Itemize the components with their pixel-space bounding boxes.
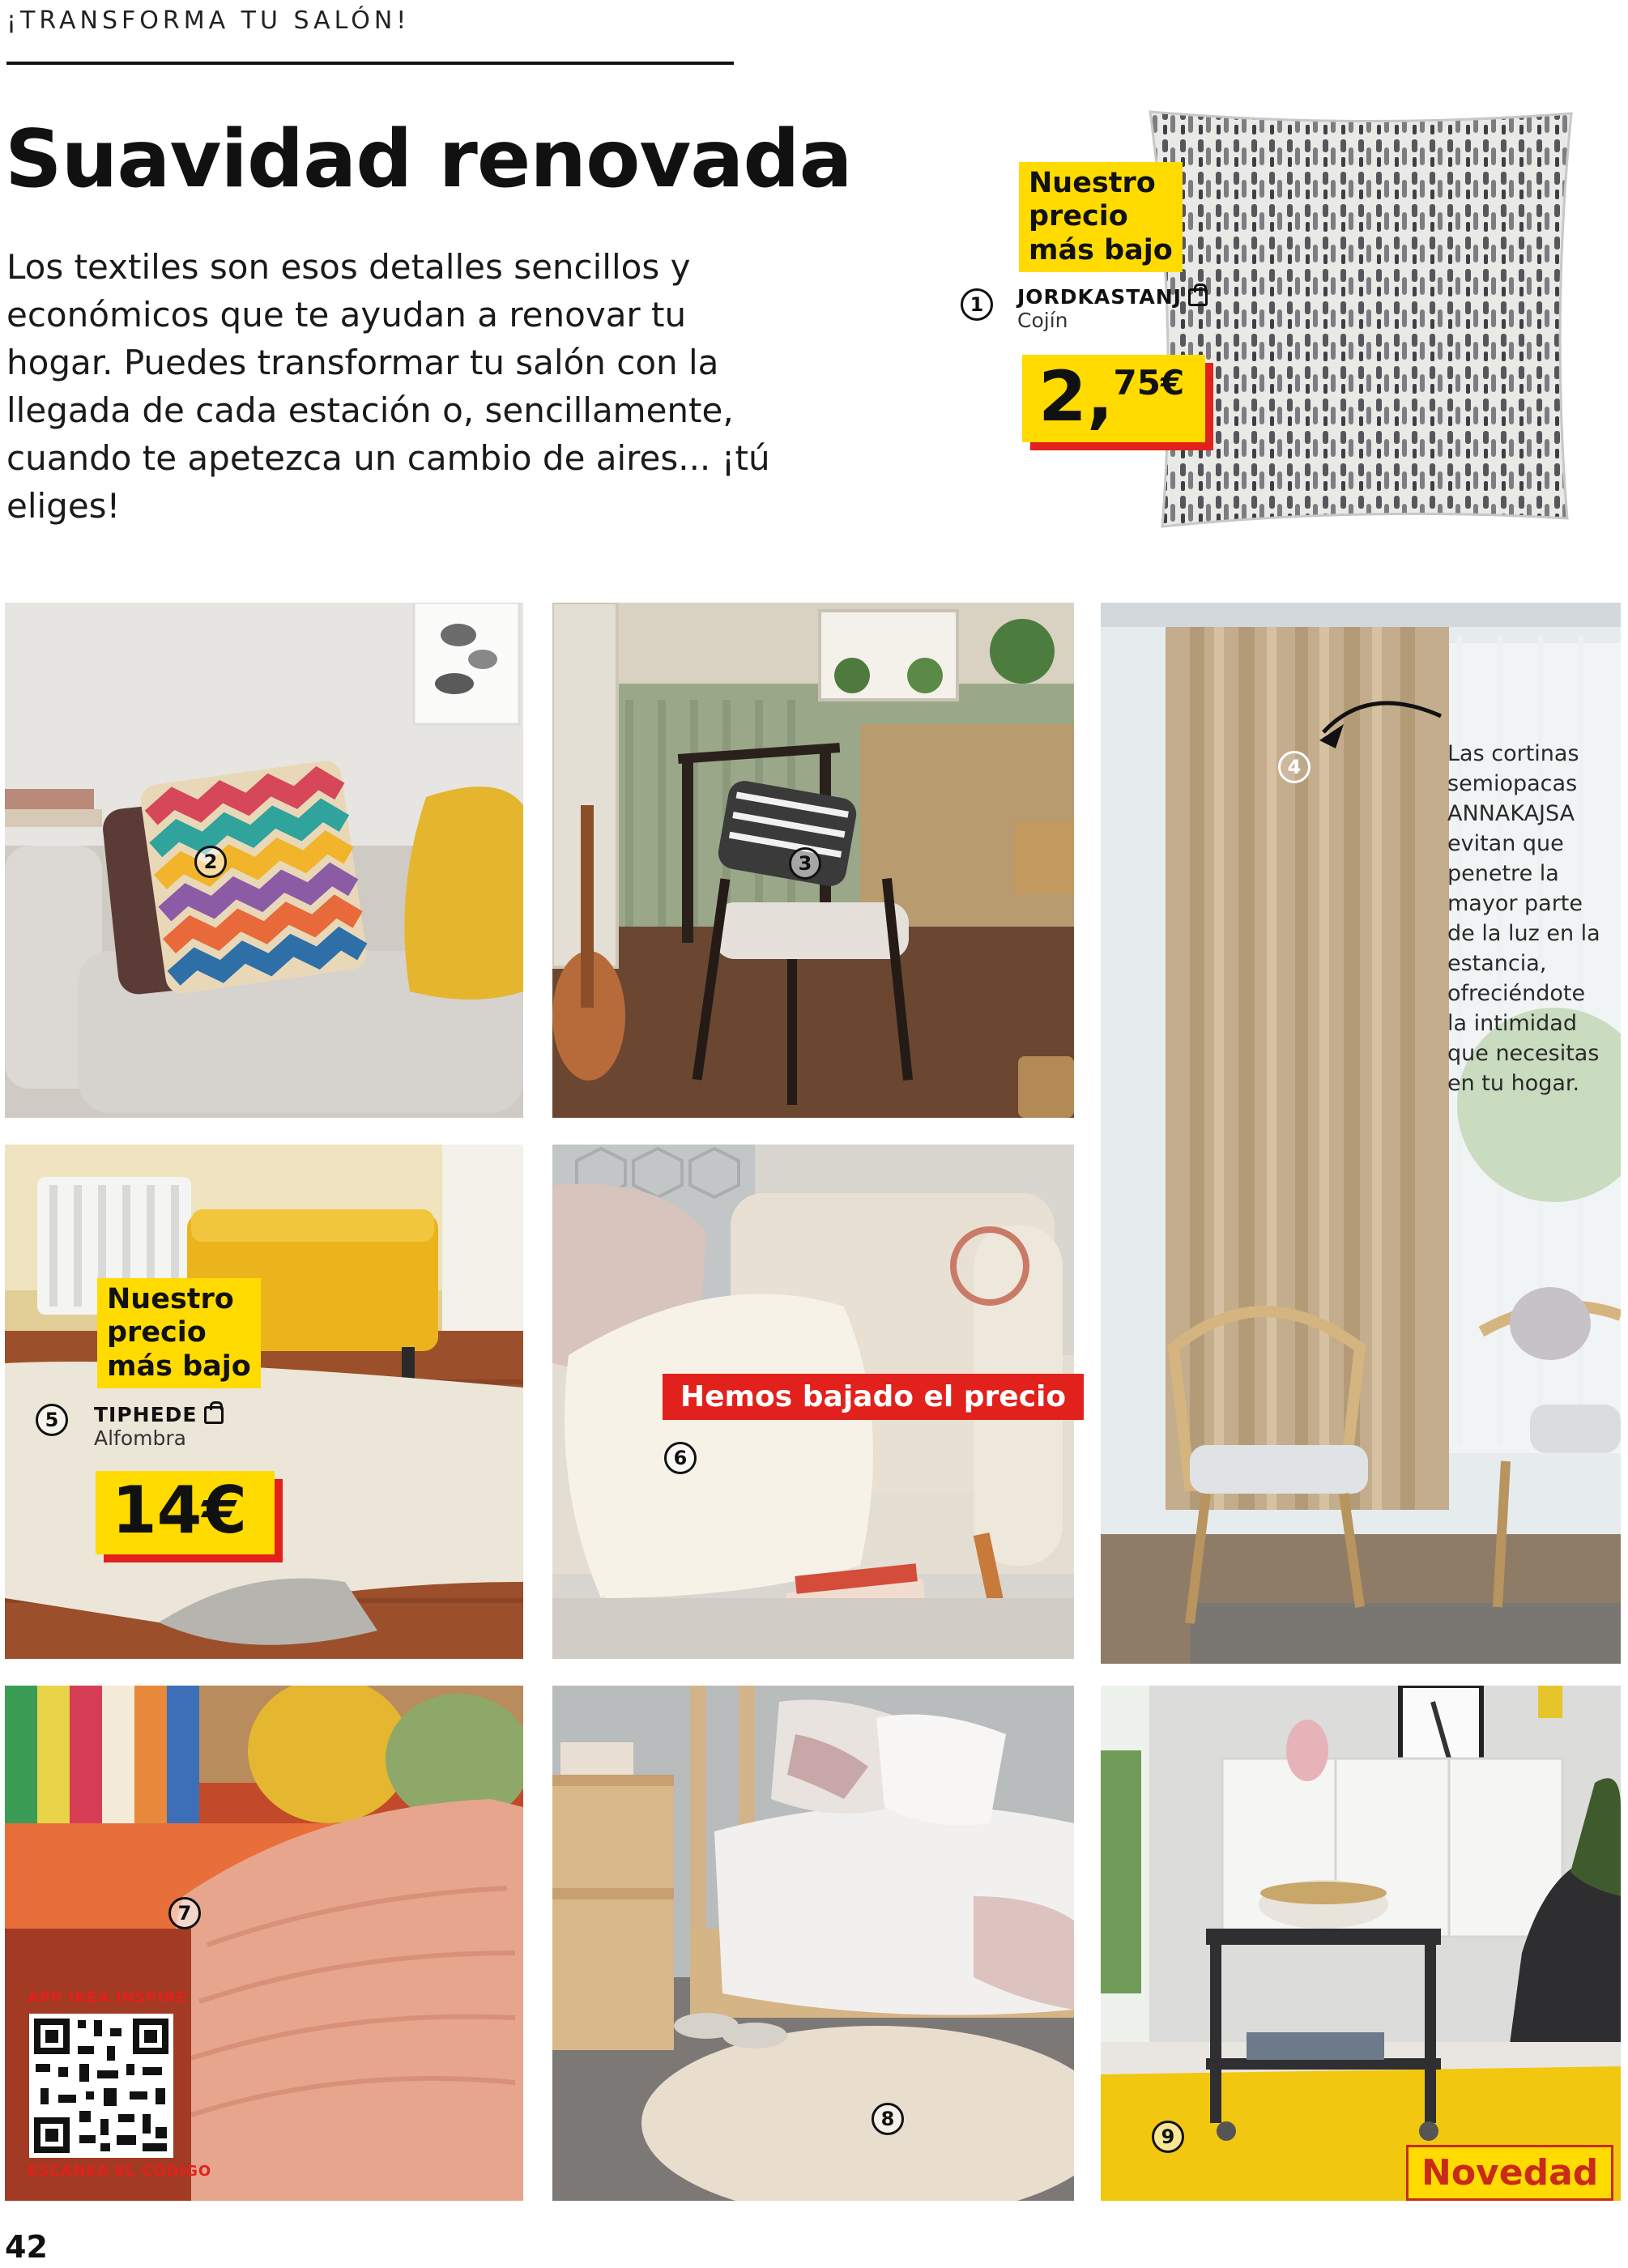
product-number-8: 8 xyxy=(872,2103,904,2135)
price-main: 2, xyxy=(1038,356,1114,437)
lowest-price-badge: Nuestro precio más bajo xyxy=(1019,162,1183,272)
product-number-3: 3 xyxy=(789,847,821,880)
intro-text: Los textiles son esos detalles sencillos y económicos que te ayudan a renovar tu hogar. Puedes transformar tu salón con la llegada de cada estación o, sencillamente, cuando te apetezca un cambio de aires... ¡tú eliges! xyxy=(6,247,770,526)
product-number-7: 7 xyxy=(168,1897,201,1929)
photo-bedroom xyxy=(552,1686,1074,2201)
price-reduced-label: Hemos bajado el precio xyxy=(663,1374,1084,1420)
product-number-9: 9 xyxy=(1152,2121,1184,2153)
rug-product-info xyxy=(94,1403,224,1450)
section-kicker: ¡TRANSFORMA TU SALÓN! xyxy=(6,6,411,35)
rug-product-type: Alfombra xyxy=(94,1426,186,1450)
product-number-5: 5 xyxy=(36,1404,68,1436)
rug-price-tag: 14€ xyxy=(96,1471,275,1554)
page-number: 42 xyxy=(5,2229,48,2265)
curtain-note: Las cortinas semiopacas ANNAKAJSA evitan que penetre la mayor parte de la luz en la estancia, ofreciéndote la intimidad que necesitas en tu hogar. xyxy=(1447,741,1600,1096)
price-decimal: 75€ xyxy=(1113,363,1185,403)
photo-side-table xyxy=(1101,1686,1621,2201)
rug-lowest-price-badge: Nuestro precio más bajo xyxy=(97,1278,261,1388)
shopping-bag-icon[interactable] xyxy=(204,1406,224,1424)
rug-product-name: TIPHEDE xyxy=(94,1403,198,1426)
kicker-rule xyxy=(6,62,734,65)
product-type: Cojín xyxy=(1017,309,1068,332)
qr-caption-bottom: ESCANEA EL CÓDIGO xyxy=(28,2163,212,2180)
product-name: JORDKASTANJ xyxy=(1017,285,1182,309)
photo-sofa-cushion xyxy=(5,603,523,1118)
page-title: Suavidad renovada xyxy=(5,113,852,206)
featured-cushion-image xyxy=(1142,105,1579,535)
featured-product-info xyxy=(1017,285,1208,332)
product-number-6: 6 xyxy=(664,1442,697,1474)
qr-code[interactable] xyxy=(29,2014,173,2158)
product-number-1: 1 xyxy=(961,288,993,321)
product-number-2: 2 xyxy=(194,846,227,878)
product-number-4: 4 xyxy=(1278,751,1310,783)
shopping-bag-icon[interactable] xyxy=(1188,288,1208,306)
photo-rug xyxy=(5,1145,523,1659)
new-product-badge: Novedad xyxy=(1406,2145,1613,2201)
qr-caption-top: APP IKEA INSPIRE xyxy=(28,1989,187,2006)
featured-price-tag xyxy=(1022,355,1205,442)
